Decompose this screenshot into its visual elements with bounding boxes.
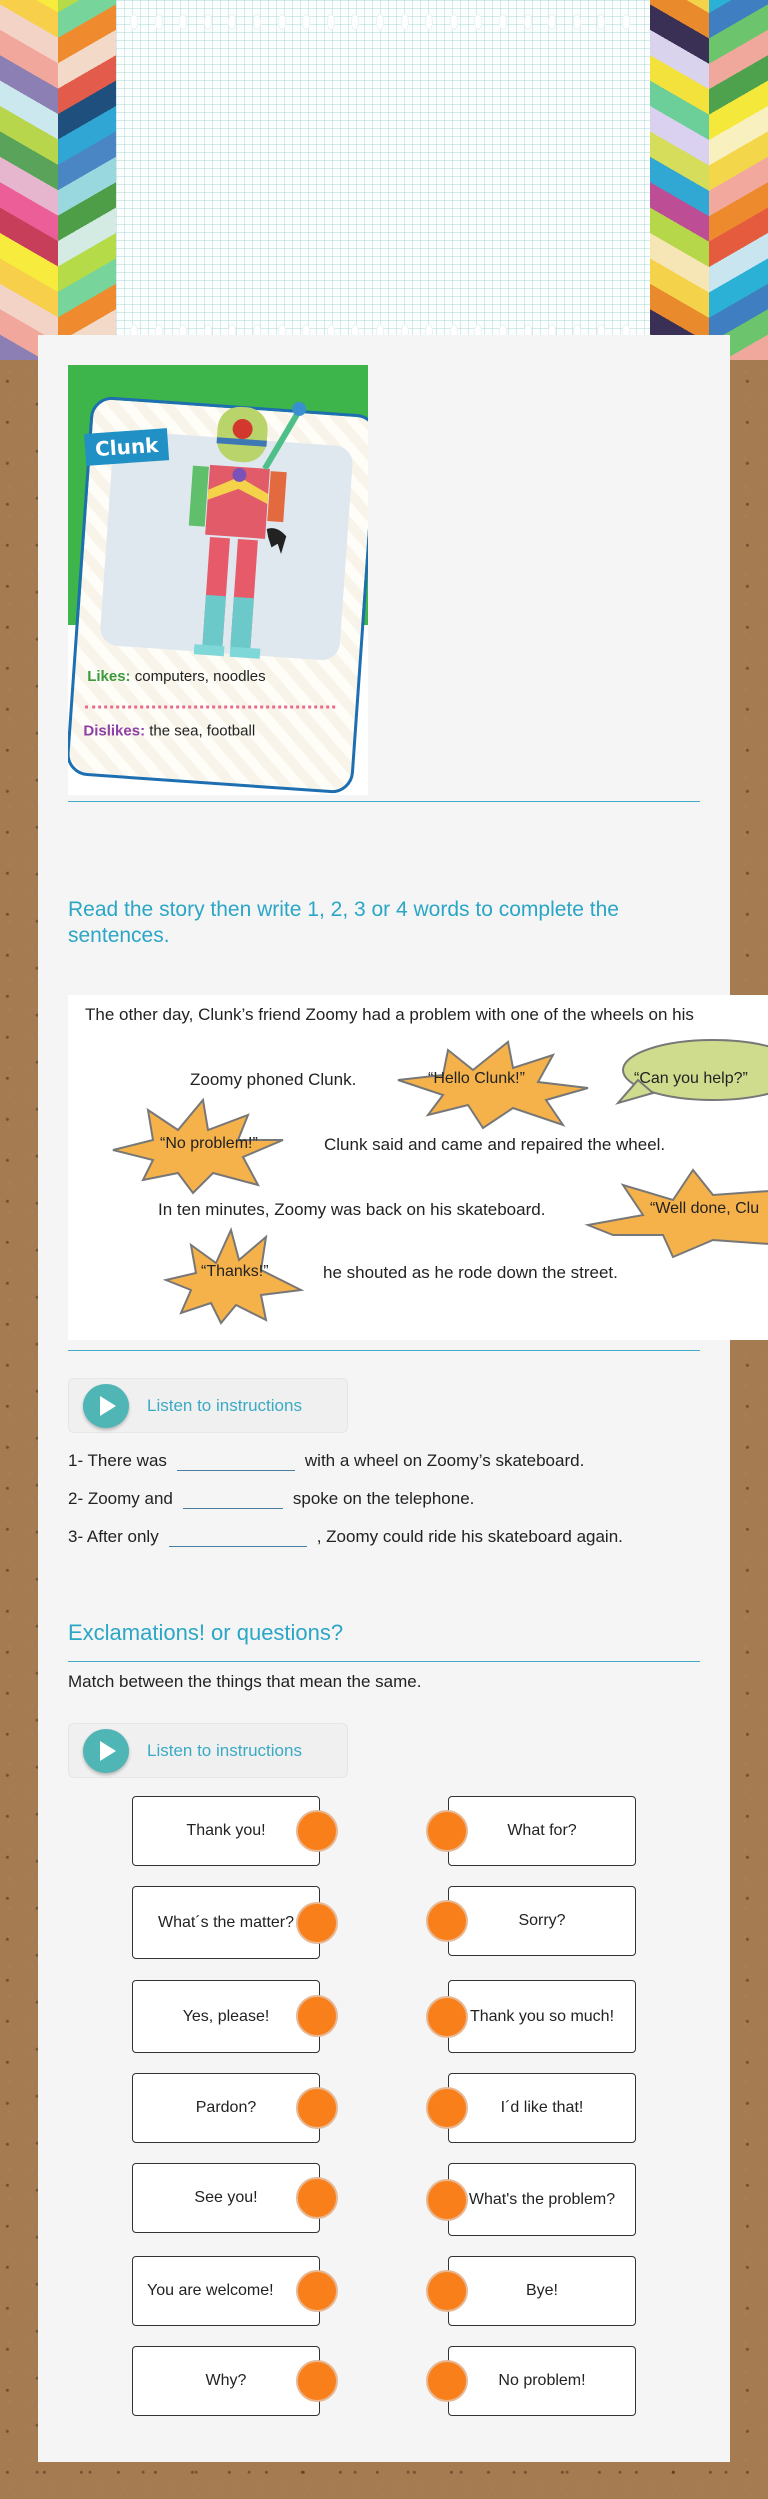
bubble-hello-text: “Hello Clunk!” <box>428 1070 525 1087</box>
worksheet-panel <box>38 335 730 2462</box>
connector-dot[interactable] <box>426 1900 468 1942</box>
sentence-text: 3- After only <box>68 1527 159 1546</box>
match-right-item[interactable]: What for? <box>448 1796 636 1866</box>
match-left-item[interactable]: You are welcome! <box>132 2256 320 2326</box>
match-right-item[interactable]: Thank you so much! <box>448 1980 636 2053</box>
divider <box>68 1661 700 1662</box>
connector-dot[interactable] <box>426 2087 468 2129</box>
match-left-item[interactable]: Yes, please! <box>132 1980 320 2053</box>
listen-instructions-button[interactable] <box>68 1378 348 1433</box>
likes-label: Likes: <box>87 668 131 686</box>
grid-paper <box>116 0 650 360</box>
story-line-4: In ten minutes, Zoomy was back on his skateboard. <box>158 1200 546 1219</box>
divider <box>68 1350 700 1351</box>
connector-dot[interactable] <box>296 2270 338 2312</box>
sentence-1 <box>68 1449 584 1471</box>
binder-holes-top <box>130 14 630 30</box>
divider <box>68 801 700 802</box>
story-line-1: The other day, Clunk’s friend Zoomy had a problem with one of the wheels on his <box>85 1005 694 1024</box>
bubble-thanks-text: “Thanks!” <box>201 1263 269 1280</box>
likes-line <box>87 668 265 685</box>
connector-dot[interactable] <box>426 1810 468 1852</box>
match-instruction: Match between the things that mean the same. <box>68 1672 422 1691</box>
match-left-item[interactable]: What´s the matter? <box>132 1886 320 1959</box>
connector-dot[interactable] <box>296 1810 338 1852</box>
match-left-item[interactable]: See you! <box>132 2163 320 2233</box>
sentence-2 <box>68 1487 474 1509</box>
connector-dot[interactable] <box>426 2179 468 2221</box>
answer-input-3[interactable] <box>169 1525 307 1547</box>
match-right-item[interactable]: Bye! <box>448 2256 636 2326</box>
bubble-noproblem-text: “No problem!” <box>160 1135 258 1152</box>
character-card <box>68 395 368 794</box>
section-title-exclamations: Exclamations! or questions? <box>68 1620 344 1645</box>
connector-dot[interactable] <box>426 1996 468 2038</box>
listen-label: Listen to instructions <box>147 1395 302 1415</box>
connector-dot[interactable] <box>296 2360 338 2402</box>
dotted-divider <box>85 705 335 708</box>
answer-input-1[interactable] <box>177 1449 295 1471</box>
connector-dot[interactable] <box>296 1902 338 1944</box>
character-card-image <box>68 365 368 795</box>
robot-illustration <box>171 393 310 671</box>
connector-dot[interactable] <box>296 2177 338 2219</box>
connector-dot[interactable] <box>426 2270 468 2312</box>
match-left-item[interactable]: Why? <box>132 2346 320 2416</box>
chevron-pattern-right <box>650 0 768 360</box>
play-icon[interactable] <box>83 1384 129 1428</box>
sentence-text: with a wheel on Zoomy’s skateboard. <box>304 1451 585 1470</box>
section-title-story: Read the story then write 1, 2, 3 or 4 words to complete the sentences. <box>68 898 619 947</box>
bubble-help-text: “Can you help?” <box>634 1070 748 1087</box>
likes-value: computers, noodles <box>134 668 266 686</box>
match-right-item[interactable]: Sorry? <box>448 1886 636 1956</box>
story-image <box>68 995 768 1340</box>
match-left-item[interactable]: Thank you! <box>132 1796 320 1866</box>
connector-dot[interactable] <box>426 2360 468 2402</box>
sentence-text: 1- There was <box>68 1451 167 1470</box>
header-banner <box>0 0 768 360</box>
match-right-item[interactable]: I´d like that! <box>448 2073 636 2143</box>
story-line-5: he shouted as he rode down the street. <box>323 1263 618 1282</box>
chevron-pattern-left <box>0 0 116 360</box>
match-right-item[interactable]: No problem! <box>448 2346 636 2416</box>
play-icon[interactable] <box>83 1729 129 1773</box>
character-name-tag: Clunk <box>84 428 169 466</box>
dislikes-value: the sea, football <box>149 722 256 740</box>
dislikes-line <box>83 723 255 740</box>
story-line-3: Clunk said and came and repaired the wheel. <box>324 1135 666 1154</box>
answer-input-2[interactable] <box>183 1487 283 1509</box>
listen-instructions-button-2[interactable] <box>68 1723 348 1778</box>
connector-dot[interactable] <box>296 2087 338 2129</box>
sentence-text: 2- Zoomy and <box>68 1489 173 1508</box>
connector-dot[interactable] <box>296 1995 338 2037</box>
bubble-welldone-text: “Well done, Clu <box>650 1200 760 1217</box>
sentence-text: , Zoomy could ride his skateboard again. <box>316 1527 623 1546</box>
sentence-3 <box>68 1525 623 1547</box>
sentence-text: spoke on the telephone. <box>292 1489 475 1508</box>
listen-label: Listen to instructions <box>147 1740 302 1760</box>
match-left-item[interactable]: Pardon? <box>132 2073 320 2143</box>
match-right-item[interactable]: What's the problem? <box>448 2163 636 2236</box>
story-line-2: Zoomy phoned Clunk. <box>190 1070 357 1089</box>
dislikes-label: Dislikes: <box>83 722 146 740</box>
